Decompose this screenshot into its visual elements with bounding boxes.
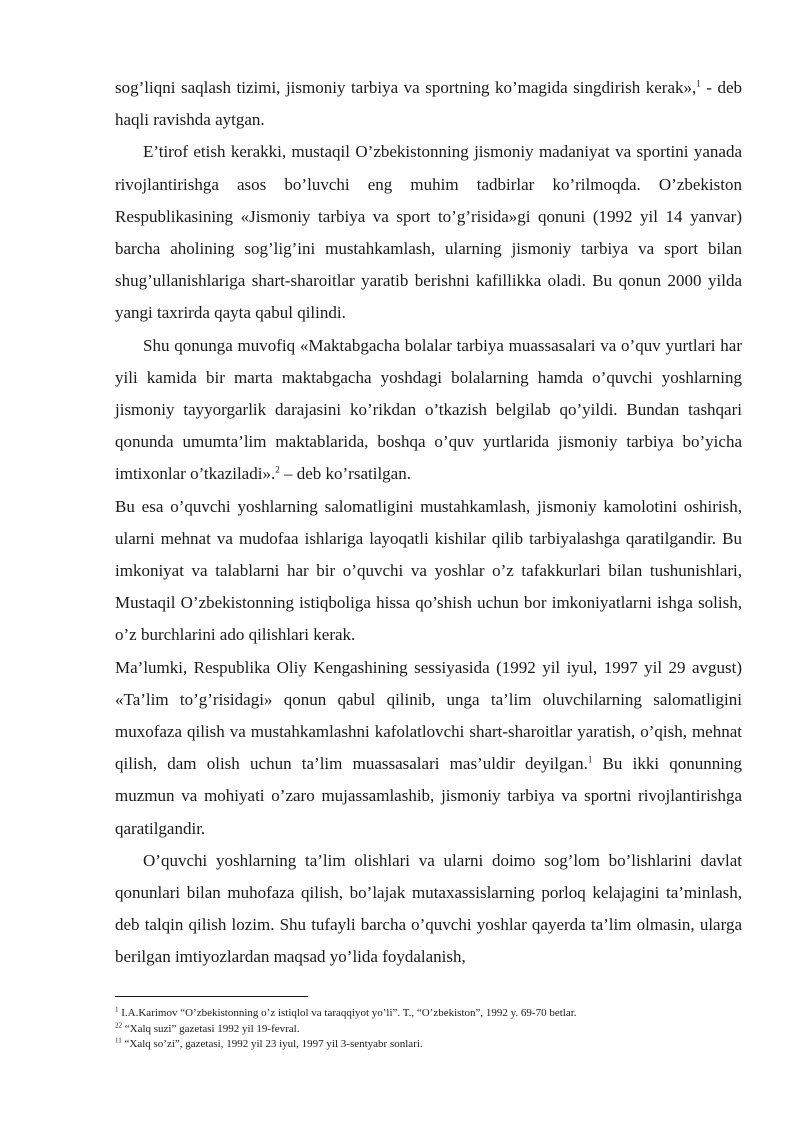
paragraph-6-text: O’quvchi yoshlarning ta’lim olishlari va ularni doimo sog’lom bo’lishlarini davlat qonunlari bilan muhofaza qilish, bo’lajak mutaxassislarning porloq kelajagini ta’minlash, deb talqin qilish lozim. Shu tufayli barcha o’quvchi yoshlar qayerda ta’lim olmasin, ularga berilgan imtiyozlardan maqsad yo’lida foydalanish, bbox=[115, 850, 742, 967]
paragraph-3-text: Shu qonunga muvofiq «Maktabgacha bolalar tarbiya muassasalari va o’quv yurtlari har yili kamida bir marta maktabgacha yoshdagi bolalarning hamda o’quvchi yoshlarning jismoniy tayyorgarlik darajasini ko’rikdan o’tkazish belgilab qo’yildi. Bundan tashqari qonunda umumta’lim maktablarida, boshqa o’quv yurtlarida jismoniy tarbiya bo’yicha imtixonlar o’tkaziladi». bbox=[115, 335, 742, 484]
paragraph-1-text: sog’liqni saqlash tizimi, jismoniy tarbiya va sportning ko’magida singdirish kerak», bbox=[115, 78, 697, 97]
footnote-ref-2: 2 bbox=[275, 464, 280, 475]
body-text bbox=[115, 72, 742, 974]
paragraph-6 bbox=[115, 845, 742, 974]
footnote-divider bbox=[115, 996, 308, 997]
paragraph-3-tail: – deb ko’rsatilgan. bbox=[279, 464, 411, 484]
paragraph-5 bbox=[115, 652, 742, 845]
footnotes bbox=[115, 1006, 755, 1053]
footnote-mark: 1 bbox=[115, 1005, 119, 1014]
footnote-text: I.A.Karimov “O’zbekistonning o’z istiqlol va taraqqiyot yo’li”. T., “O’zbekiston”, 1992 y. 69-70 betlar. bbox=[118, 1007, 577, 1019]
footnote-text: “Xalq suzi” gazetasi 1992 yil 19-fevral. bbox=[122, 1022, 300, 1035]
footnote-ref-1: 1 bbox=[696, 78, 701, 89]
paragraph-4 bbox=[115, 491, 742, 652]
footnote-text: “Xalq so’zi”, gazetasi, 1992 yil 23 iyul, 1997 yil 3-sentyabr sonlari. bbox=[121, 1038, 423, 1050]
paragraph-5-text: Ma’lumki, Respublika Oliy Kengashining sessiyasida (1992 yil iyul, 1997 yil 29 avgust) «Ta’lim to’g’risidagi» qonun qabul qilinib, unga ta’lim oluvchilarning salomatligini muxofaza qilish va mustahkamlashni kafolatlovchi shart-sharoitlar yaratish, o’qish, mehnat qilish, dam olish uchun ta’lim muassasalari mas’uldir deyilgan. bbox=[115, 657, 742, 774]
footnote-2 bbox=[115, 1022, 755, 1038]
footnote-1 bbox=[115, 1006, 755, 1022]
paragraph-2 bbox=[115, 136, 742, 329]
paragraph-5-tail: Bu ikki qonunning muzmun va mohiyati o’zaro mujassamlashib, jismoniy tarbiya va sportni rivojlantirishga qaratilgandir. bbox=[115, 754, 743, 838]
paragraph-4-text: Bu esa o’quvchi yoshlarning salomatligini mustahkamlash, jismoniy kamolotini oshirish, ularni mehnat va mudofaa ishlariga layoqatli kishilar qilib tarbiyalashga qaratilgandir. Bu imkoniyat va talablarni har bir o’quvchi va yoshlar o’z tafakkurlari bilan tushunishlari, Mustaqil O’zbekistonning istiqboliga hissa qo’shish uchun bor imkoniyatlarni ishga solish, o’z burchlarini ado qilishlari kerak. bbox=[115, 496, 742, 645]
paragraph-1-tail: - deb haqli ravishda aytgan. bbox=[115, 78, 742, 130]
paragraph-1 bbox=[115, 72, 742, 136]
footnote-mark: 22 bbox=[115, 1020, 122, 1029]
footnote-3 bbox=[115, 1037, 755, 1053]
footnote-mark: 11 bbox=[115, 1036, 122, 1045]
paragraph-2-text: E’tirof etish kerakki, mustaqil O’zbekistonning jismoniy madaniyat va sportini yanada rivojlantirishga asos bo’luvchi eng muhim tadbirlar ko’rilmoqda. O’zbekiston Respublikasining «Jismoniy tarbiya va sport to’g’risida»gi qonuni (1992 yil 14 yanvar) barcha aholining sog’lig’ini mustahkamlash, ularning jismoniy tarbiya va sport bilan shug’ullanishlariga shart-sharoitlar yaratib berishni kafillikka oladi. Bu qonun 2000 yilda yangi taxrirda qayta qabul qilindi. bbox=[115, 142, 742, 323]
footnote-ref-3: 1 bbox=[587, 754, 593, 765]
paragraph-3 bbox=[115, 330, 742, 491]
